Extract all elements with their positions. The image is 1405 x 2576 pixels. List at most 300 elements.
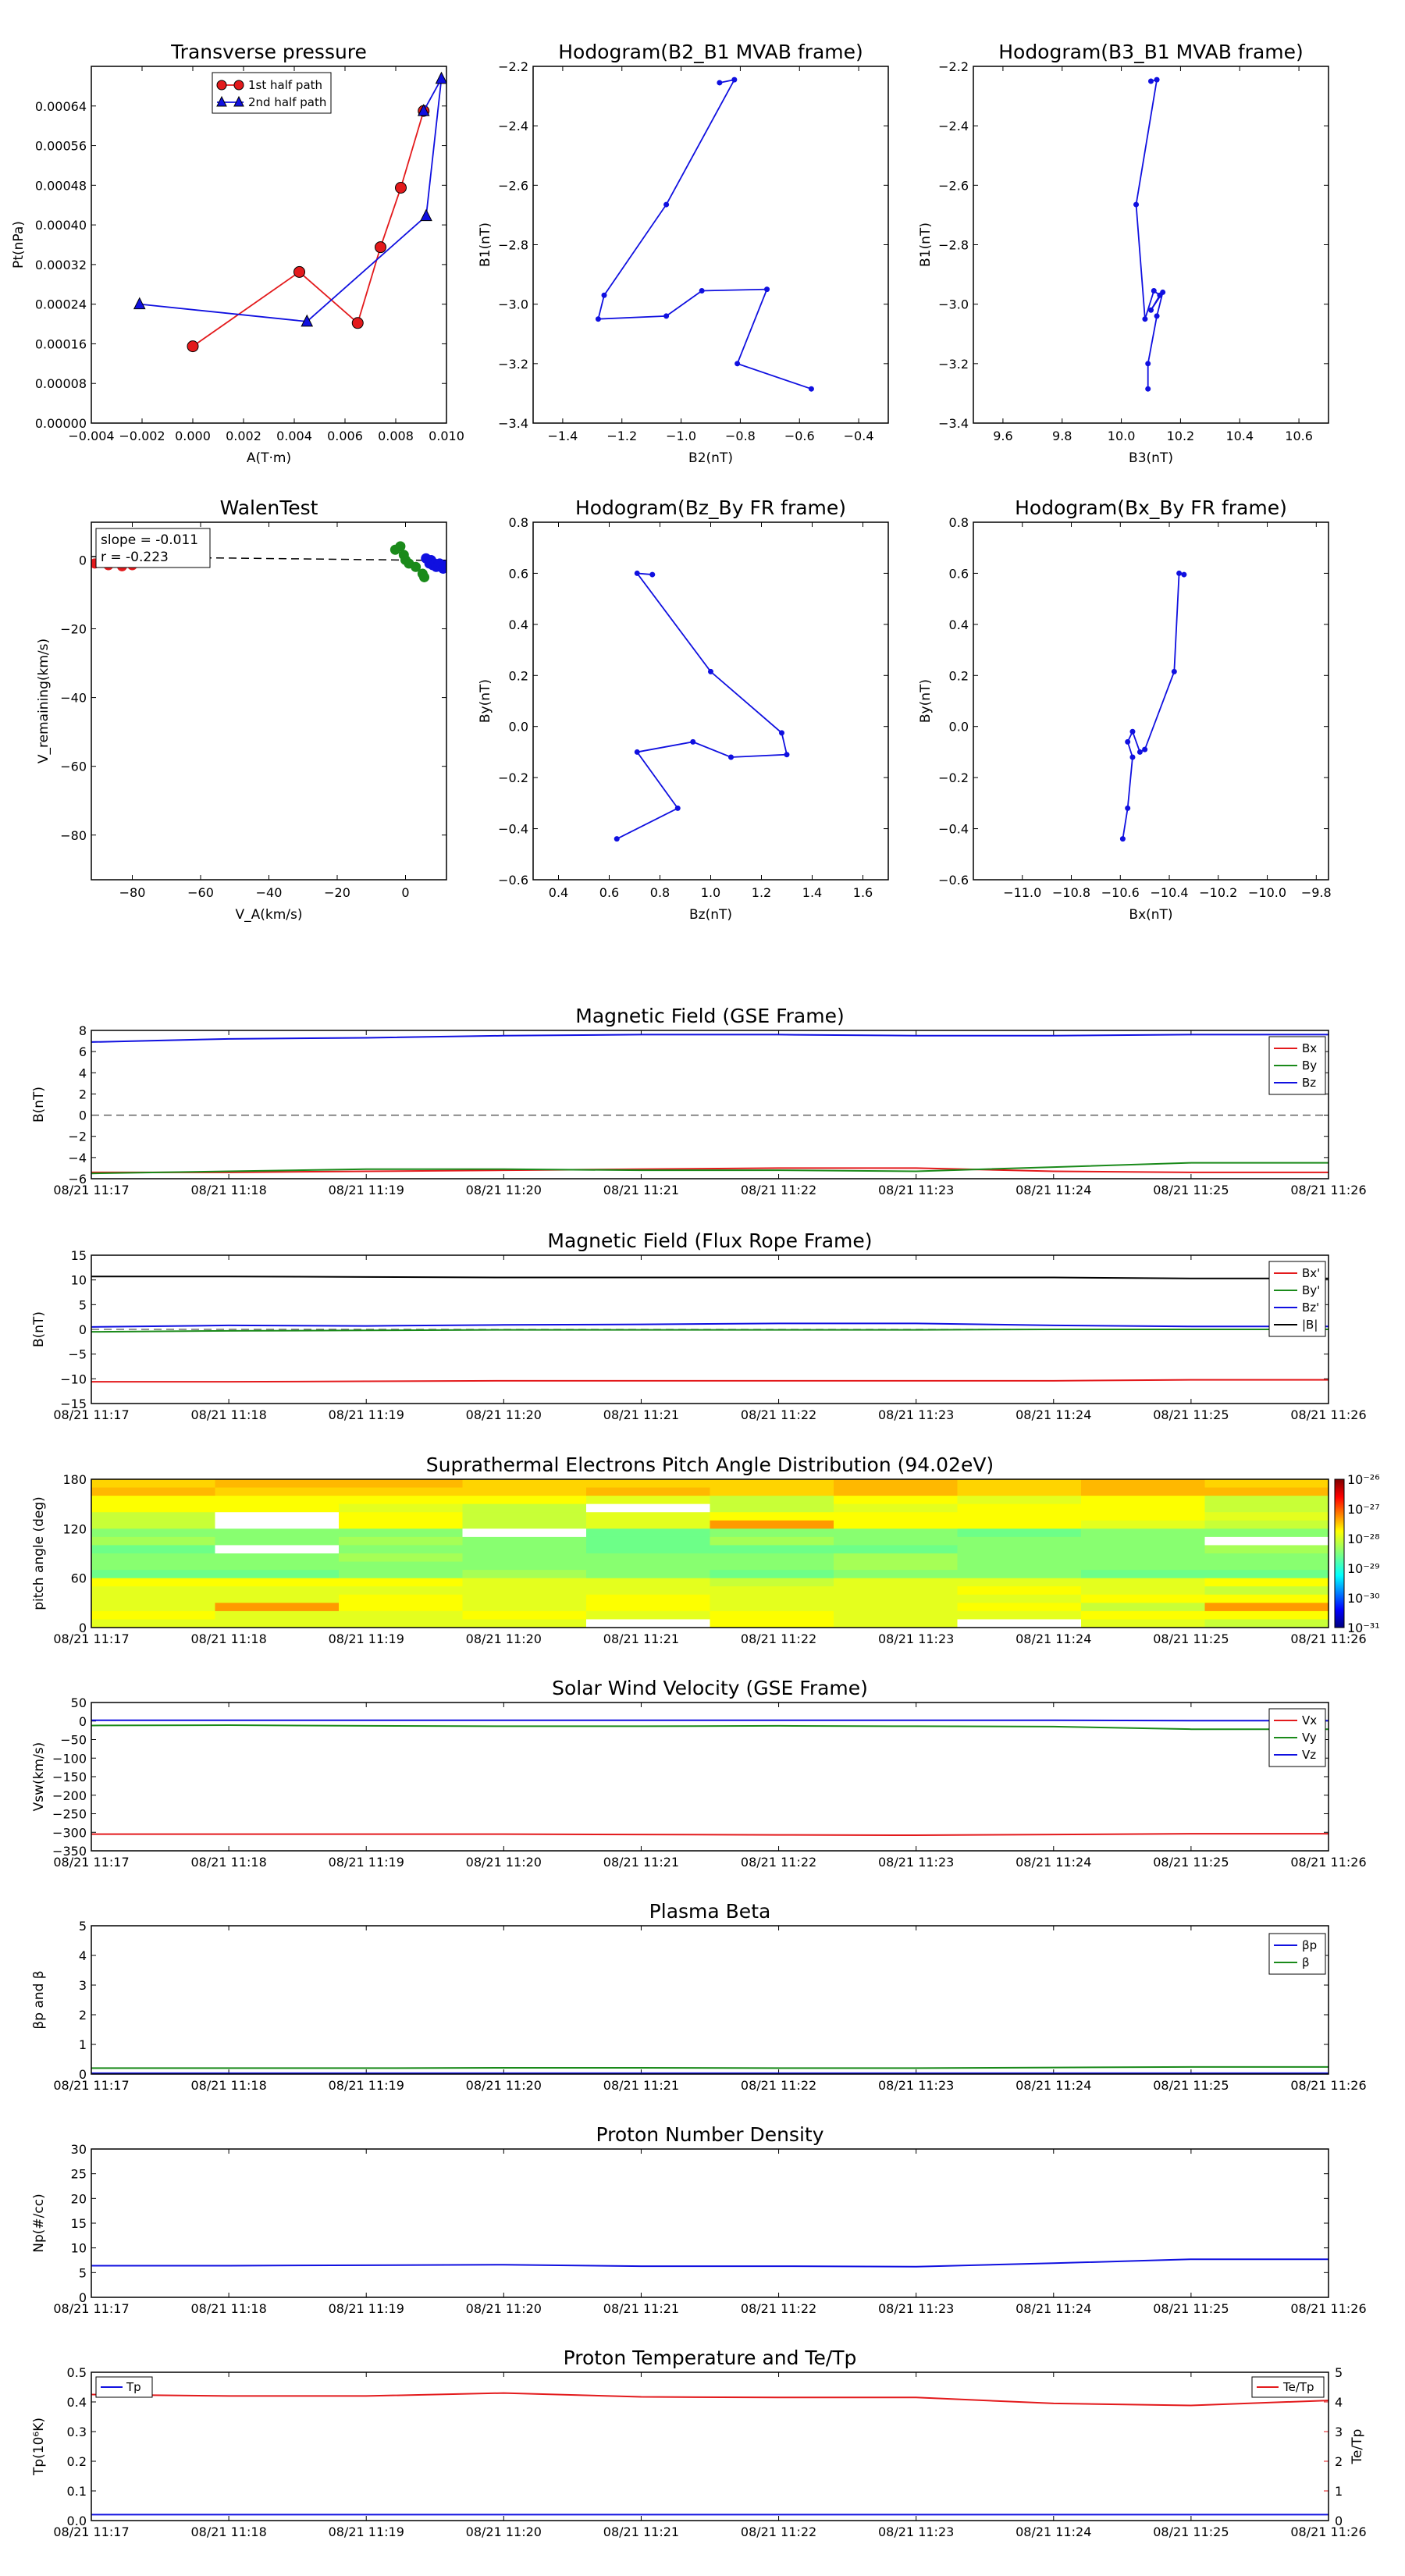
data-point	[1129, 729, 1135, 735]
x-tick-label: 0.002	[226, 429, 261, 443]
chart-vsw	[31, 1677, 1367, 1870]
chart-title: Proton Number Density	[596, 2123, 824, 2146]
chart-title: WalenTest	[219, 496, 318, 519]
heatmap-cell	[710, 1619, 834, 1628]
y-axis-label: Vsw(km/s)	[31, 1742, 47, 1812]
heatmap-cell	[586, 1611, 710, 1620]
heatmap-cell	[1205, 1553, 1329, 1562]
series-group	[91, 1034, 1329, 1173]
x-axis-label: B3(nT)	[1129, 450, 1173, 466]
heatmap-cell	[91, 1562, 215, 1571]
data-point	[1181, 572, 1186, 578]
data-point	[1148, 79, 1154, 84]
heatmap-cell	[215, 1537, 340, 1546]
heatmap-cell	[710, 1488, 834, 1496]
x-tick-label: 08/21 11:17	[53, 1855, 130, 1870]
x-tick-label: −0.002	[119, 429, 165, 443]
data-point	[717, 80, 722, 85]
x-tick-label: −0.8	[724, 429, 756, 443]
series-line	[598, 80, 811, 389]
series-line	[91, 2393, 1329, 2406]
y-tick-label: 0.00064	[34, 98, 87, 114]
legend-label: 1st half path	[248, 78, 323, 92]
x-tick-label: 0.006	[327, 429, 363, 443]
y-tick-label: 0.4	[66, 2395, 87, 2410]
chart-title: Hodogram(Bz_By FR frame)	[574, 496, 847, 519]
heatmap-cell	[1081, 1488, 1205, 1496]
x-tick-label: 08/21 11:19	[328, 1407, 404, 1422]
y-tick-label: 0.2	[508, 668, 528, 684]
data-point	[602, 293, 607, 298]
heatmap-cell	[586, 1488, 710, 1496]
y-tick-label: 20	[70, 2191, 87, 2207]
x-tick-label: 08/21 11:20	[465, 1183, 542, 1197]
chart-title: Solar Wind Velocity (GSE Frame)	[552, 1677, 868, 1699]
heatmap-cell	[91, 1521, 215, 1529]
heatmap-cell	[710, 1537, 834, 1546]
series-line	[1136, 80, 1163, 389]
y-tick-label: 1	[78, 2037, 87, 2052]
heatmap-cell	[339, 1537, 463, 1546]
y-tick-label: −300	[52, 1825, 87, 1841]
x-tick-label: 08/21 11:17	[53, 1407, 130, 1422]
data-point	[614, 836, 620, 841]
heatmap-cell	[958, 1488, 1082, 1496]
y-axis-label: V_remaining(km/s)	[36, 638, 52, 764]
y-tick-label: −0.2	[938, 770, 969, 786]
heatmap-cell	[215, 1545, 340, 1553]
heatmap-cell	[1205, 1578, 1329, 1587]
heatmap-cell	[339, 1488, 463, 1496]
x-tick-label: 08/21 11:26	[1290, 1631, 1367, 1646]
y-tick-label: −6	[68, 1172, 87, 1187]
x-tick-label: 08/21 11:17	[53, 2524, 130, 2539]
data-point	[1154, 77, 1160, 83]
chart-title: Magnetic Field (GSE Frame)	[575, 1005, 845, 1027]
x-tick-label: 08/21 11:24	[1016, 1183, 1092, 1197]
x-axis-label: A(T·m)	[246, 450, 292, 466]
y-tick-label: −2.4	[498, 119, 528, 134]
series-line	[617, 573, 787, 838]
y-tick-label: 60	[70, 1571, 87, 1586]
heatmap-cell	[1081, 1528, 1205, 1537]
x-tick-label: 0	[401, 885, 410, 900]
heatmap-cell	[834, 1488, 958, 1496]
x-tick-label: 08/21 11:24	[1016, 2524, 1092, 2539]
legend-label: Vy	[1302, 1731, 1317, 1745]
heatmap-cell	[91, 1512, 215, 1521]
series-group	[1133, 77, 1165, 392]
y-right-tick-label: 3	[1335, 2425, 1343, 2439]
heatmap-cell	[710, 1595, 834, 1603]
data-point	[663, 313, 669, 318]
heatmap-cell	[958, 1528, 1082, 1537]
y-tick-label: 0.8	[948, 515, 969, 530]
heatmap-cell	[1081, 1537, 1205, 1546]
chart-bgse	[31, 1005, 1367, 1197]
x-tick-label: 08/21 11:23	[878, 2078, 955, 2093]
data-point	[1125, 739, 1130, 745]
heatmap-cell	[1081, 1562, 1205, 1571]
x-tick-label: 0.6	[599, 885, 620, 900]
y-axis-label: Pt(nPa)	[11, 221, 27, 269]
plot-frame	[91, 2149, 1329, 2297]
y-tick-label: −0.4	[938, 821, 969, 837]
y-tick-label: 0	[78, 553, 87, 568]
series-line	[91, 1329, 1329, 1332]
heatmap-cell	[1205, 1488, 1329, 1496]
colorbar-tick-label: 10⁻²⁶	[1347, 1472, 1380, 1487]
series-group	[134, 73, 447, 352]
heatmap-cell	[463, 1488, 587, 1496]
chart-title: Hodogram(B2_B1 MVAB frame)	[558, 41, 863, 63]
x-tick-label: 08/21 11:23	[878, 2301, 955, 2316]
data-point	[596, 316, 601, 322]
heatmap-cell	[339, 1553, 463, 1562]
data-point	[690, 739, 695, 745]
heatmap-cell	[958, 1570, 1082, 1578]
heatmap-cell	[91, 1570, 215, 1578]
data-point	[675, 806, 681, 811]
heatmap-cell	[710, 1570, 834, 1578]
heatmap-cell	[1081, 1504, 1205, 1513]
heatmap-cell	[1205, 1603, 1329, 1611]
annotation-text: slope = -0.011	[101, 532, 199, 548]
series-line	[91, 1034, 1329, 1042]
y-tick-label: −0.6	[498, 873, 528, 888]
heatmap-cell	[1081, 1578, 1205, 1587]
y-tick-label: −10	[60, 1372, 87, 1387]
legend-marker	[234, 80, 244, 90]
x-tick-label: 10.4	[1225, 429, 1254, 443]
heatmap-cell	[586, 1521, 710, 1529]
chart-title: Hodogram(B3_B1 MVAB frame)	[998, 41, 1304, 63]
y-tick-label: −200	[52, 1788, 87, 1803]
data-point	[1172, 669, 1177, 674]
x-tick-label: 08/21 11:23	[878, 2524, 955, 2539]
y-tick-label: 0.00024	[34, 297, 87, 312]
heatmap-cell	[463, 1504, 587, 1513]
x-tick-label: 08/21 11:24	[1016, 2078, 1092, 2093]
y-tick-label: 0	[78, 1713, 87, 1729]
y-tick-label: −60	[60, 759, 87, 774]
series-line	[193, 111, 424, 346]
x-tick-label: 08/21 11:25	[1153, 1631, 1229, 1646]
heatmap-cell	[710, 1586, 834, 1595]
y-axis-label: Np(#/cc)	[31, 2194, 47, 2253]
heatmap-cell	[215, 1528, 340, 1537]
data-point	[134, 298, 145, 309]
heatmap-cell	[463, 1496, 587, 1504]
heatmap-cell	[834, 1603, 958, 1611]
heatmap-cell	[1081, 1619, 1205, 1628]
heatmap-cell	[958, 1611, 1082, 1620]
heatmap-cell	[710, 1528, 834, 1537]
heatmap-cell	[1081, 1603, 1205, 1611]
data-point	[1148, 308, 1154, 313]
x-tick-label: −10.6	[1101, 885, 1140, 900]
x-tick-label: −40	[255, 885, 283, 900]
data-point	[187, 341, 198, 352]
heatmap-cell	[586, 1504, 710, 1513]
series-line	[91, 1834, 1329, 1835]
x-tick-label: 1.0	[700, 885, 721, 900]
legend-label: β	[1302, 1955, 1310, 1969]
x-tick-label: −10.0	[1248, 885, 1287, 900]
chart-walen	[36, 496, 451, 923]
y-tick-label: −40	[60, 690, 87, 706]
heatmap-cell	[91, 1553, 215, 1562]
heatmap-cell	[834, 1528, 958, 1537]
x-tick-label: 08/21 11:25	[1153, 1183, 1229, 1197]
y-right-tick-label: 1	[1335, 2484, 1343, 2499]
chart-np	[31, 2123, 1367, 2316]
chart-title: Magnetic Field (Flux Rope Frame)	[547, 1229, 873, 1252]
y-tick-label: −3.4	[498, 416, 528, 431]
heatmap-cell	[215, 1578, 340, 1587]
x-tick-label: 08/21 11:17	[53, 2301, 130, 2316]
y-right-axis-label: Te/Tp	[1350, 2428, 1365, 2464]
y-axis-label: B(nT)	[31, 1311, 47, 1348]
legend-label: βp	[1302, 1938, 1318, 1952]
series-group	[91, 1720, 1329, 1835]
data-point	[420, 572, 429, 582]
y-tick-label: 0.0	[948, 719, 969, 735]
heatmap-cell	[1081, 1586, 1205, 1595]
data-point	[635, 749, 640, 755]
x-tick-label: 0.010	[429, 429, 464, 443]
heatmap-cell	[1205, 1504, 1329, 1513]
y-tick-label: −3.0	[498, 297, 528, 312]
heatmap-cell	[1205, 1595, 1329, 1603]
heatmap-cell	[463, 1537, 587, 1546]
heatmap-cell	[339, 1595, 463, 1603]
x-tick-label: 08/21 11:19	[328, 2301, 404, 2316]
x-tick-label: −60	[187, 885, 214, 900]
data-point	[735, 361, 740, 366]
y-tick-label: 5	[78, 1919, 87, 1934]
x-tick-label: 08/21 11:17	[53, 2078, 130, 2093]
heatmap-cell	[1205, 1512, 1329, 1521]
x-tick-label: 1.2	[751, 885, 772, 900]
x-axis-label: Bx(nT)	[1129, 907, 1173, 923]
heatmap-cell	[215, 1553, 340, 1562]
series-group	[596, 77, 814, 392]
legend-label: 2nd half path	[248, 95, 327, 109]
heatmap-cell	[463, 1619, 587, 1628]
x-tick-label: 1.6	[852, 885, 873, 900]
x-tick-label: 08/21 11:18	[190, 2301, 267, 2316]
x-tick-label: −10.4	[1150, 885, 1189, 900]
heatmap-cell	[586, 1570, 710, 1578]
plot-frame	[91, 1030, 1329, 1179]
x-tick-label: 08/21 11:20	[465, 2524, 542, 2539]
legend-label: Bx	[1302, 1041, 1318, 1055]
y-tick-label: 6	[78, 1044, 87, 1060]
y-right-tick-label: 5	[1335, 2365, 1343, 2380]
heatmap-cell	[1081, 1512, 1205, 1521]
data-point	[635, 571, 640, 576]
data-point	[1142, 316, 1147, 322]
legend-label: Vz	[1302, 1748, 1317, 1762]
heatmap-cell	[958, 1521, 1082, 1529]
y-axis-label: B1(nT)	[918, 222, 934, 267]
x-tick-label: 08/21 11:21	[603, 1631, 680, 1646]
heatmap-cell	[463, 1512, 587, 1521]
heatmap-cell	[215, 1521, 340, 1529]
heatmap-cell	[463, 1479, 587, 1488]
x-tick-label: 08/21 11:22	[740, 2301, 817, 2316]
y-tick-label: 10	[70, 2240, 87, 2256]
heatmap-cell	[834, 1595, 958, 1603]
x-tick-label: 0.4	[548, 885, 569, 900]
y-tick-label: 30	[70, 2142, 87, 2157]
heatmap-cell	[463, 1528, 587, 1537]
y-tick-label: 0.6	[508, 566, 528, 582]
x-tick-label: 0.008	[378, 429, 414, 443]
x-tick-label: 9.6	[993, 429, 1013, 443]
heatmap-cell	[710, 1521, 834, 1529]
heatmap-cell	[215, 1512, 340, 1521]
data-point	[779, 730, 784, 735]
annotation-text: r = -0.223	[101, 550, 169, 565]
heatmap-cell	[91, 1611, 215, 1620]
heatmap-cell	[586, 1553, 710, 1562]
heatmap-cell	[586, 1619, 710, 1628]
heatmap-cell	[215, 1570, 340, 1578]
plot-frame	[973, 66, 1329, 423]
data-point	[764, 286, 770, 292]
y-tick-label: 0.00008	[34, 376, 87, 392]
heatmap-cell	[339, 1504, 463, 1513]
heatmap-cell	[834, 1553, 958, 1562]
plot-frame	[91, 1926, 1329, 2074]
data-point	[396, 183, 407, 194]
heatmap-cell	[1205, 1496, 1329, 1504]
x-tick-label: 08/21 11:22	[740, 1855, 817, 1870]
x-tick-label: 08/21 11:26	[1290, 1183, 1367, 1197]
heatmap-cell	[339, 1528, 463, 1537]
heatmap-cell	[1081, 1553, 1205, 1562]
x-tick-label: 08/21 11:24	[1016, 2301, 1092, 2316]
x-tick-label: 9.8	[1052, 429, 1072, 443]
x-tick-label: 0.004	[276, 429, 312, 443]
chart-h3	[478, 496, 888, 923]
heatmap-cell	[339, 1586, 463, 1595]
y-tick-label: 2	[78, 1087, 87, 1102]
y-tick-label: −4	[68, 1150, 87, 1165]
chart-bfr	[31, 1229, 1367, 1422]
x-tick-label: 08/21 11:17	[53, 1183, 130, 1197]
x-tick-label: −11.0	[1003, 885, 1042, 900]
x-tick-label: −1.0	[666, 429, 697, 443]
x-tick-label: 08/21 11:24	[1016, 1407, 1092, 1422]
heatmap-cell	[834, 1479, 958, 1488]
y-tick-label: 10	[70, 1272, 87, 1288]
heatmap-cell	[215, 1586, 340, 1595]
x-tick-label: 0.8	[649, 885, 670, 900]
x-tick-label: −0.6	[784, 429, 815, 443]
plot-frame	[533, 522, 888, 880]
x-tick-label: 08/21 11:19	[328, 2524, 404, 2539]
y-tick-label: 0.00032	[34, 257, 87, 272]
x-tick-label: 08/21 11:26	[1290, 2078, 1367, 2093]
y-tick-label: 4	[78, 1066, 87, 1081]
heatmap-cell	[339, 1619, 463, 1628]
heatmap-cell	[710, 1504, 834, 1513]
y-tick-label: −2	[68, 1129, 87, 1144]
heatmap-cell	[834, 1512, 958, 1521]
x-tick-label: 10.6	[1285, 429, 1313, 443]
x-tick-label: 08/21 11:22	[740, 1407, 817, 1422]
heatmap-cell	[586, 1603, 710, 1611]
chart-title: Hodogram(Bx_By FR frame)	[1015, 496, 1287, 519]
series-line	[91, 1323, 1329, 1326]
y-tick-label: 3	[78, 1978, 87, 1993]
y-tick-label: −3.4	[938, 416, 969, 431]
heatmap-cell	[215, 1488, 340, 1496]
heatmap-cell	[1081, 1521, 1205, 1529]
data-point	[731, 77, 737, 83]
heatmap-cell	[339, 1603, 463, 1611]
chart-beta	[31, 1900, 1367, 2093]
heatmap-cell	[710, 1545, 834, 1553]
data-point	[1151, 288, 1157, 294]
series-line	[91, 1725, 1329, 1729]
x-tick-label: 08/21 11:26	[1290, 2301, 1367, 2316]
y-tick-label: 0.6	[948, 566, 969, 582]
y-tick-label: −50	[60, 1732, 87, 1748]
heatmap-cell	[463, 1562, 587, 1571]
heatmap-cell	[1205, 1537, 1329, 1546]
x-tick-label: 08/21 11:22	[740, 2078, 817, 2093]
colorbar-tick-label: 10⁻²⁷	[1347, 1502, 1380, 1517]
chart-title: Plasma Beta	[649, 1900, 771, 1923]
series-group	[1120, 571, 1186, 841]
y-tick-label: −3.0	[938, 297, 969, 312]
y-tick-label: 0	[78, 2067, 87, 2082]
heatmap-cell	[710, 1578, 834, 1587]
heatmap-cell	[710, 1479, 834, 1488]
heatmap-cell	[91, 1504, 215, 1513]
x-axis-label: V_A(km/s)	[235, 907, 303, 923]
x-tick-label: 08/21 11:22	[740, 2524, 817, 2539]
x-tick-label: 08/21 11:26	[1290, 2524, 1367, 2539]
x-tick-label: 08/21 11:24	[1016, 1631, 1092, 1646]
heatmap-cell	[834, 1521, 958, 1529]
y-tick-label: 4	[78, 1948, 87, 1963]
y-tick-label: −0.6	[938, 873, 969, 888]
y-tick-label: −150	[52, 1770, 87, 1784]
y-tick-label: −2.8	[498, 237, 528, 253]
x-tick-label: 10.2	[1166, 429, 1195, 443]
heatmap-cell	[834, 1570, 958, 1578]
y-tick-label: 2	[78, 2008, 87, 2023]
heatmap-cell	[710, 1496, 834, 1504]
y-tick-label: 0.00056	[34, 138, 87, 154]
data-point	[1125, 806, 1130, 811]
x-tick-label: 1.4	[802, 885, 823, 900]
y-tick-label: −15	[60, 1397, 87, 1411]
heatmap-cell	[91, 1528, 215, 1537]
y-tick-label: −20	[60, 621, 87, 637]
y-tick-label: −2.8	[938, 237, 969, 253]
legend-label: Vx	[1302, 1713, 1318, 1727]
data-point	[1145, 386, 1151, 392]
legend-label: |B|	[1302, 1318, 1318, 1332]
series-line	[91, 1276, 1329, 1279]
heatmap-cell	[586, 1545, 710, 1553]
